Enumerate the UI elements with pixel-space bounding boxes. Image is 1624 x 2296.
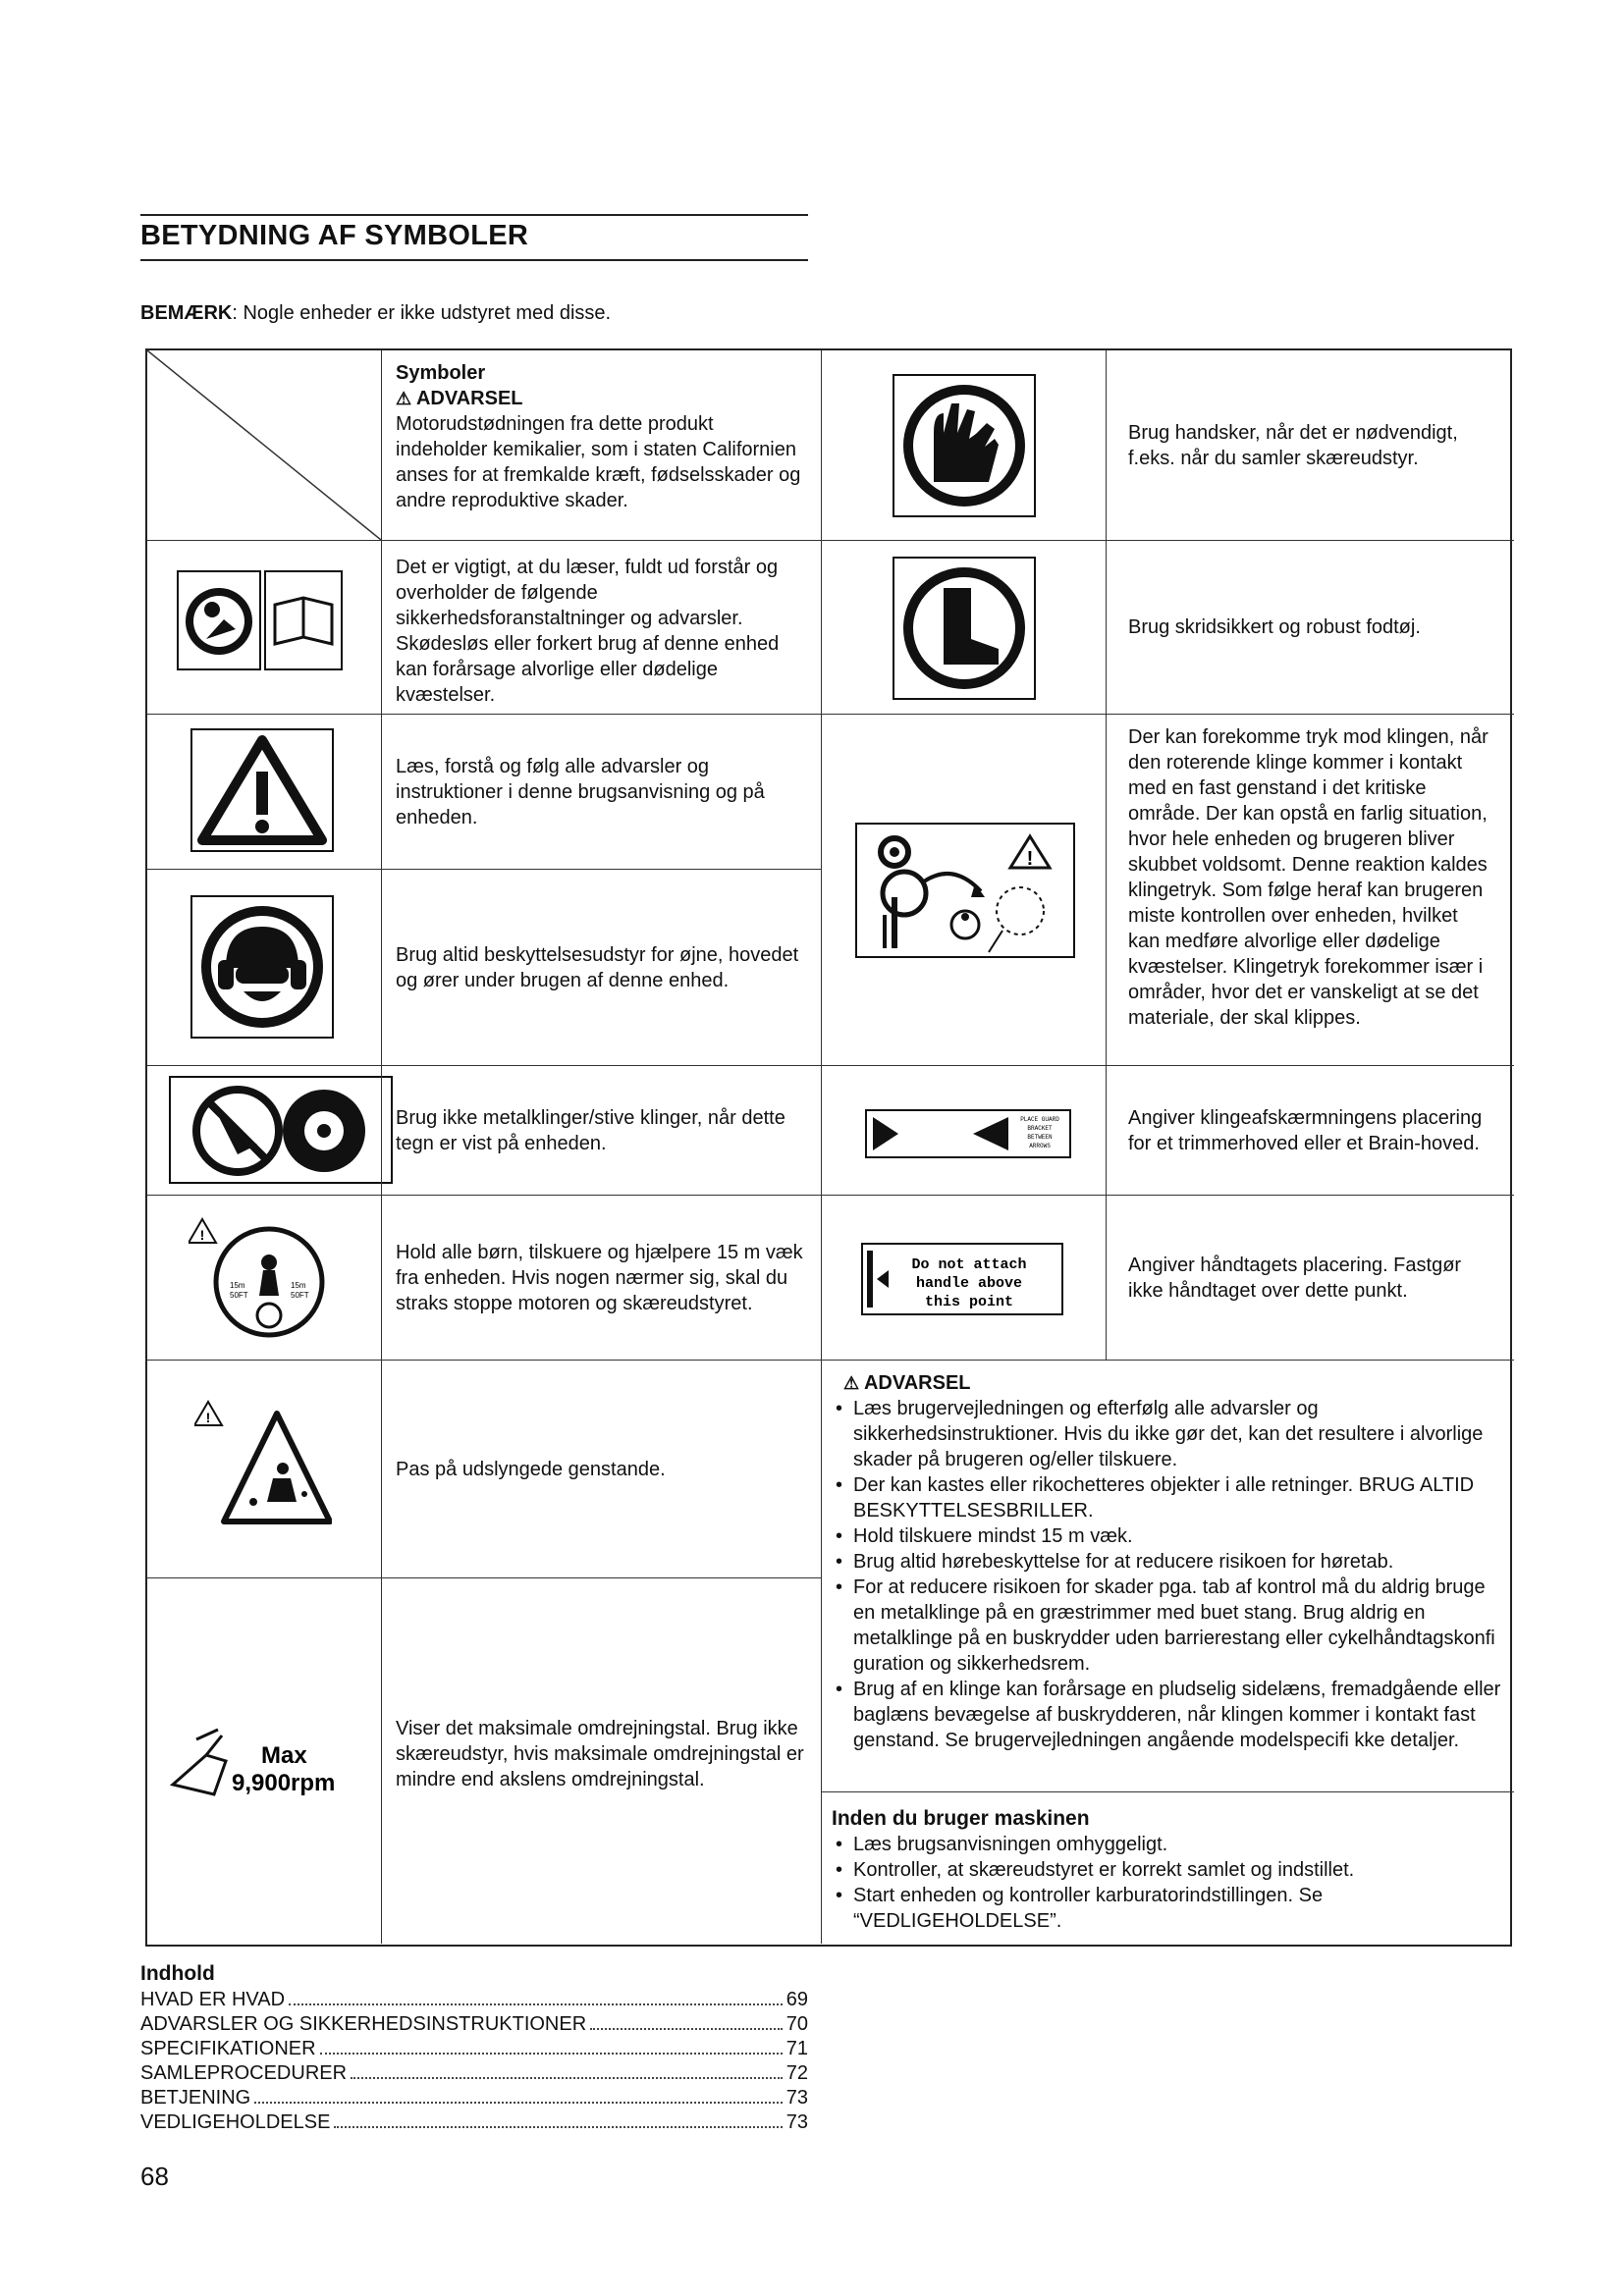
keep-distance-text: Hold alle børn, tilskuere og hjælpere 15 m væk fra enheden. Hvis nogen nærmer sig, skal du straks stoppe motoren og skæreudstyret. <box>396 1241 803 1314</box>
read-instructions-text-cell <box>381 714 821 869</box>
toc-entry[interactable] <box>140 2012 808 2037</box>
keep-distance-text-cell <box>381 1195 821 1360</box>
toc-leader <box>254 2102 783 2104</box>
read-manual-text-cell <box>381 540 821 714</box>
guard-label-3: BETWEEN <box>1027 1134 1053 1141</box>
before-use-title: Inden du bruger maskinen <box>832 1807 1090 1830</box>
toc-entry-label: ADVARSLER OG SIKKERHEDSINSTRUKTIONER <box>140 2013 587 2035</box>
rpm-label: 9,900rpm <box>232 1770 336 1796</box>
diagonal-cell <box>147 350 381 540</box>
max-label: Max <box>261 1742 307 1769</box>
toc-entry-page: 72 <box>785 2062 808 2084</box>
distance-label-right: 15m <box>291 1281 306 1290</box>
thrown-objects-icon-cell <box>147 1360 381 1577</box>
list-item: • Brug af en klinge kan forårsage en pludselig sidelæns, fremadgående eller baglæns bevægelse af buskrydderen, når klingen kommer i kontakt fast genstand. Se brugervejledningen angående modelspecifi kke detaljer. <box>832 1677 1502 1753</box>
toc-leader <box>351 2077 783 2079</box>
guard-label-1: PLACE GUARD <box>1020 1116 1059 1123</box>
guard-placement-icon <box>865 1109 1071 1158</box>
gloves-text-cell <box>1106 350 1514 540</box>
toc-entry[interactable] <box>140 1988 808 2012</box>
protective-gear-text: Brug altid beskyttelsesudstyr for øjne, hovedet og ører under brugen af denne enhed. <box>396 943 799 991</box>
intro-text: Motorudstødningen fra dette produkt indeholder kemikalier, som i staten Californien anses for at fremkalde kræft, fødselsskader og andre reproduktive skader. <box>396 413 801 511</box>
toc-entry-label: VEDLIGEHOLDELSE <box>140 2111 331 2133</box>
toc-entry-page: 69 <box>785 1989 808 2010</box>
toc-entry-label: HVAD ER HVAD <box>140 1989 286 2010</box>
guard-label-2: BRACKET <box>1027 1125 1053 1132</box>
footwear-text: Brug skridsikkert og robust fodtøj. <box>1128 616 1421 638</box>
handle-placement-icon-cell <box>821 1195 1106 1360</box>
symbols-intro-cell <box>381 350 821 540</box>
guard-placement-text: Angiver klingeafskærmningens placering for et trimmerhoved eller et Brain-hoved. <box>1128 1106 1483 1154</box>
toc-entry-page: 73 <box>785 2087 808 2109</box>
list-item: • Læs brugervejledningen og efterfølg alle advarsler og sikkerhedsinstruktioner. Hvis du ikke gør det, kan det resultere i alvorlige skader på brugeren og/eller tilskuere. <box>832 1396 1502 1472</box>
warning-list <box>832 1396 1502 1753</box>
kickback-text: Der kan forekomme tryk mod klingen, når den roterende klinge kommer i kontakt med en fast genstand i det kritiske område. Der kan opstå en farlig situation, hvor hele enheden og brugeren bliver skubbet voldsomt. Denne reaktion kaldes klingetryk. Som følge heraf kan brugeren miste kontrollen over enheden, hvilket kan medføre alvorlige eller dødelige kvæstelser. Klingetryk forekommer især i områder, hvor det er vanskeligt at se det materiale, der skal klippes. <box>1128 726 1489 1029</box>
max-rpm-icon-cell <box>147 1577 381 1944</box>
toc-entry-label: BETJENING <box>140 2087 251 2109</box>
thrown-objects-icon <box>194 1400 332 1527</box>
toc-entry[interactable] <box>140 2086 808 2110</box>
toc-entry-label: SAMLEPROCEDURER <box>140 2062 348 2084</box>
handle-label-3: this point <box>924 1294 1014 1310</box>
svg-text:!: ! <box>205 1410 211 1425</box>
max-rpm-icon <box>167 1726 373 1804</box>
max-rpm-text: Viser det maksimale omdrejningstal. Brug ikke skæreudstyr, hvis maksimale omdrejningstal er mindre end akslens omdrejningstal. <box>396 1718 804 1790</box>
list-item: • Kontroller, at skæreudstyret er korrekt samlet og indstillet. <box>832 1857 1502 1883</box>
handle-placement-text-cell <box>1106 1195 1514 1360</box>
handle-placement-icon <box>861 1243 1063 1315</box>
intro-warning <box>396 386 807 411</box>
before-use-box <box>821 1791 1514 1944</box>
read-manual-icon-cell <box>147 540 381 714</box>
read-instructions-text: Læs, forstå og følg alle advarsler og instruktioner i denne brugsanvisning og på enheden. <box>396 755 765 828</box>
distance-label-left-ft: 50FT <box>230 1291 248 1300</box>
toc-entry-page: 73 <box>785 2111 808 2133</box>
symbols-table <box>145 348 1512 1947</box>
read-manual-icon <box>177 570 344 678</box>
no-metal-blade-text: Brug ikke metalklinger/stive klinger, når dette tegn er vist på enheden. <box>396 1106 785 1154</box>
handle-label-1: Do not attach <box>911 1256 1027 1273</box>
title-rule-bottom <box>140 259 808 261</box>
kickback-text-cell <box>1106 714 1514 1065</box>
footwear-icon <box>893 557 1036 700</box>
note-text: : Nogle enheder er ikke udstyret med disse. <box>232 302 612 324</box>
footwear-icon-cell <box>821 540 1106 714</box>
toc-entry[interactable] <box>140 2110 808 2135</box>
thrown-objects-text-cell <box>381 1360 821 1577</box>
guard-placement-text-cell <box>1106 1065 1514 1195</box>
no-metal-blade-icon <box>169 1076 393 1184</box>
title-rule-top <box>140 214 808 216</box>
table-of-contents <box>140 1961 808 2135</box>
page-title: BETYDNING AF SYMBOLER <box>140 220 529 251</box>
toc-entry[interactable] <box>140 2037 808 2061</box>
handle-placement-text: Angiver håndtagets placering. Fastgør ikke håndtaget over dette punkt. <box>1128 1254 1462 1302</box>
note <box>140 302 611 325</box>
thrown-objects-text: Pas på udslyngede genstande. <box>396 1458 666 1480</box>
toc-entry-page: 71 <box>785 2038 808 2059</box>
gloves-text: Brug handsker, når det er nødvendigt, f.eks. når du samler skæreudstyr. <box>1128 421 1458 469</box>
footwear-text-cell <box>1106 540 1514 714</box>
toc-leader <box>590 2028 783 2030</box>
max-rpm-text-cell <box>381 1577 821 1944</box>
toc-entry-label: SPECIFIKATIONER <box>140 2038 316 2059</box>
intro-warning-label: ADVARSEL <box>415 388 523 409</box>
keep-distance-icon-cell <box>147 1195 381 1360</box>
kickback-icon <box>855 823 1075 958</box>
svg-text:!: ! <box>1026 848 1034 870</box>
toc-entry-page: 70 <box>785 2013 808 2035</box>
list-item: • For at reducere risikoen for skader pga. tab af kontrol må du aldrig bruge en metalklinge på en græstrimmer med buet stang. Brug aldrig en metalklinge på en buskrydder uden barrierestang eller cykelhåndtagskonfi guration og sikkerhedsrem. <box>832 1575 1502 1677</box>
handle-label-2: handle above <box>915 1275 1023 1292</box>
list-item: • Brug altid hørebeskyttelse for at reducere risikoen for høretab. <box>832 1549 1502 1575</box>
warning-triangle-icon: ⚠ <box>396 389 412 408</box>
note-label: BEMÆRK <box>140 302 233 324</box>
keep-distance-icon <box>189 1217 336 1341</box>
no-metal-blade-text-cell <box>381 1065 821 1195</box>
no-metal-blade-icon-cell <box>147 1065 381 1195</box>
warning-box-title-label: ADVARSEL <box>863 1372 971 1394</box>
protective-gear-text-cell <box>381 869 821 1065</box>
list-item: • Start enheden og kontroller karburatorindstillingen. Se “VEDLIGEHOLDELSE”. <box>832 1883 1502 1934</box>
before-use-list <box>832 1832 1502 1934</box>
toc-leader <box>320 2053 783 2055</box>
list-item: • Læs brugsanvisningen omhyggeligt. <box>832 1832 1502 1857</box>
toc-leader <box>289 2003 783 2005</box>
protective-gear-icon-cell <box>147 869 381 1065</box>
read-manual-text: Det er vigtigt, at du læser, fuldt ud forstår og overholder de følgende sikkerhedsforanstaltninger og advarsler. Skødesløs eller forkert brug af denne enhed kan forårsage alvorlige eller dødelige kvæstelser. <box>396 557 780 706</box>
page-number: 68 <box>140 2162 169 2191</box>
warning-box-title <box>832 1370 1502 1396</box>
gloves-icon <box>893 374 1036 517</box>
toc-title: Indhold <box>140 1962 215 1985</box>
distance-label-left: 15m <box>230 1281 245 1290</box>
diagonal-line <box>147 350 381 540</box>
alert-triangle-icon <box>190 728 334 852</box>
warning-box <box>821 1360 1514 1791</box>
guard-label-4: ARROWS <box>1029 1143 1051 1149</box>
list-item: • Der kan kastes eller rikochetteres objekter i alle retninger. BRUG ALTID BESKYTTELSESBRILLER. <box>832 1472 1502 1523</box>
alert-icon-cell <box>147 714 381 869</box>
warning-triangle-icon: ⚠ <box>843 1373 860 1393</box>
list-item: • Hold tilskuere mindst 15 m væk. <box>832 1523 1502 1549</box>
gloves-icon-cell <box>821 350 1106 540</box>
toc-entry[interactable] <box>140 2061 808 2086</box>
svg-text:!: ! <box>199 1227 205 1243</box>
distance-label-right-ft: 50FT <box>291 1291 309 1300</box>
protective-gear-icon <box>190 895 334 1039</box>
kickback-icon-cell <box>821 714 1106 1065</box>
symbols-heading: Symboler <box>396 362 486 384</box>
toc-leader <box>334 2126 782 2128</box>
guard-placement-icon-cell <box>821 1065 1106 1195</box>
